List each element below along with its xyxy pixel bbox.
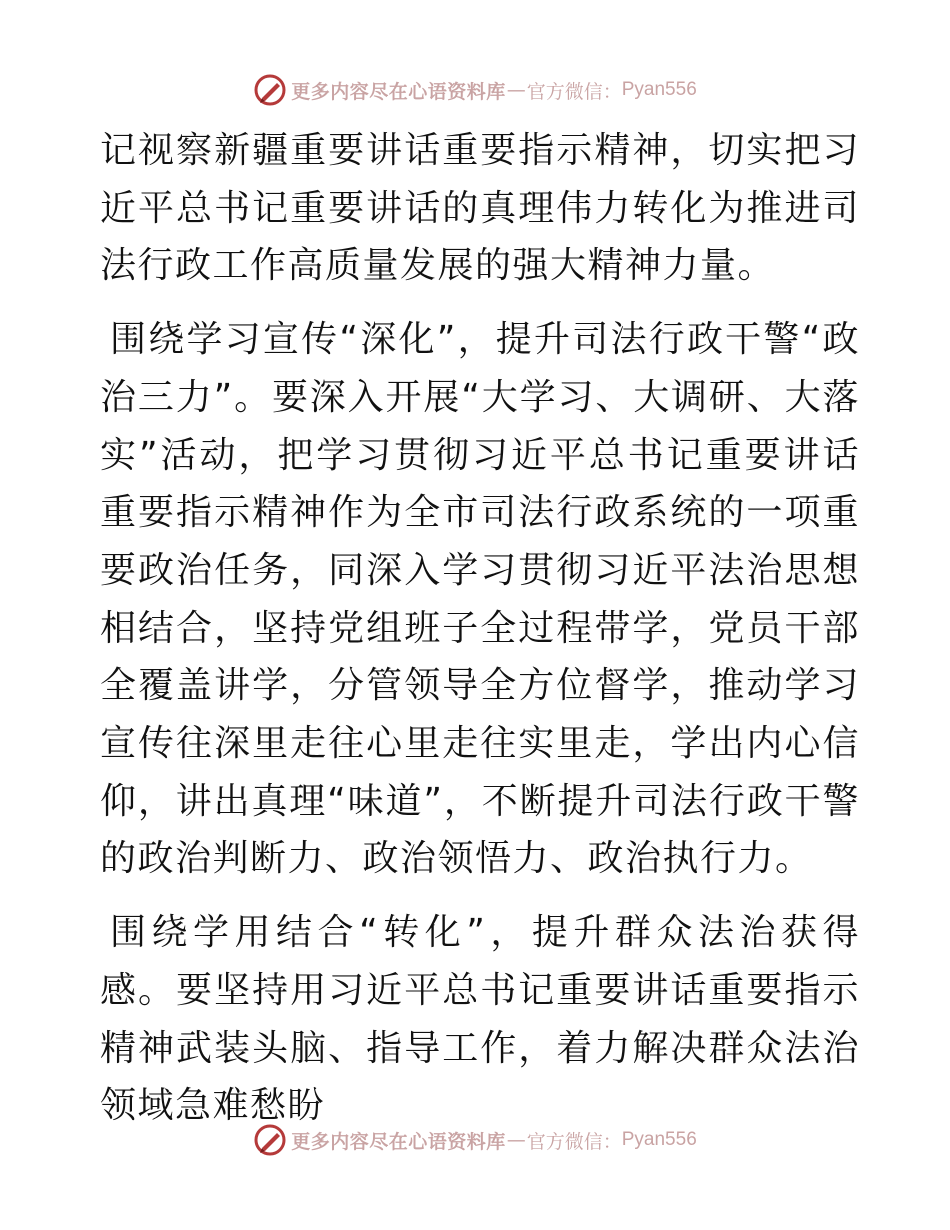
header-watermark xyxy=(0,70,950,110)
footer-watermark xyxy=(0,1120,950,1160)
document-body xyxy=(100,122,860,1135)
pen-logo-icon xyxy=(253,73,287,107)
footer-separator: — xyxy=(506,1129,526,1151)
footer-brand-text: 更多内容尽在心语资料库 xyxy=(291,1130,506,1153)
footer-wechat-label: 官方微信： xyxy=(526,1130,622,1153)
header-brand-text: 更多内容尽在心语资料库 xyxy=(291,80,506,103)
pen-logo-icon xyxy=(253,1123,287,1157)
paragraph-2: 围绕学习宣传“深化”，提升司法行政干警“政治三力”。要深入开展“大学习、大调研、大落实”活动，把学习贯彻习近平总书记重要讲话重要指示精神作为全市司法行政系统的一项重要政治任务，同深入学习贯彻习近平法治思想相结合，坚持党组班子全过程带学，党员干部全覆盖讲学，分管领导全方位督学，推动学习宣传往深里走往心里走往实里走，学出内心信仰，讲出真理“味道”，不断提升司法行政干警的政治判断力、政治领悟力、政治执行力。 xyxy=(100,319,860,880)
header-wechat-label: 官方微信： xyxy=(526,80,622,103)
header-wechat-id: Pyan556 xyxy=(621,79,697,100)
paragraph-3: 围绕学用结合“转化”，提升群众法治获得感。要坚持用习近平总书记重要讲话重要指示精神武装头脑、指导工作，着力解决群众法治领域急难愁盼 xyxy=(100,912,860,1127)
header-separator: — xyxy=(506,79,526,101)
paragraph-1: 记视察新疆重要讲话重要指示精神，切实把习近平总书记重要讲话的真理伟力转化为推进司法行政工作高质量发展的强大精神力量。 xyxy=(100,130,860,287)
footer-wechat-id: Pyan556 xyxy=(621,1129,697,1150)
